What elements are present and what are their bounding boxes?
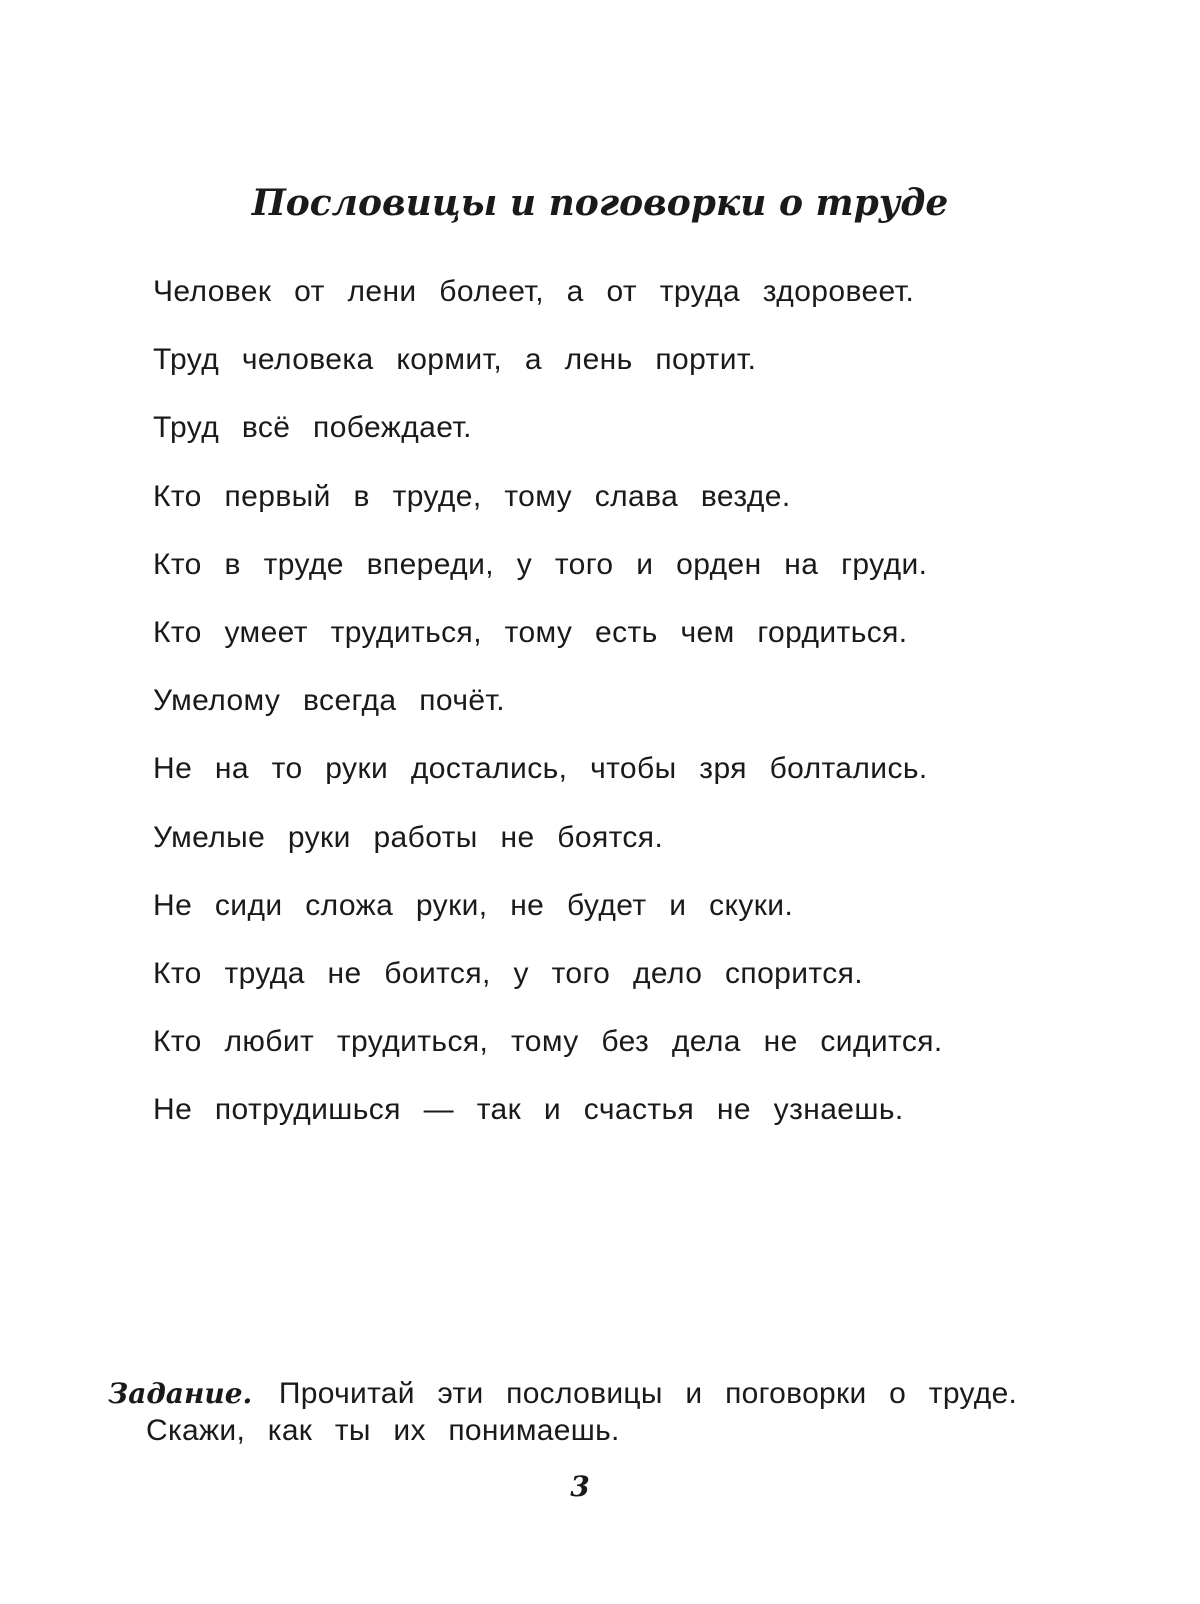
proverb-item: Труд человека кормит, а лень портит. bbox=[153, 343, 757, 377]
proverb-item: Умелые руки работы не боятся. bbox=[153, 820, 664, 854]
proverb-item: Кто в труде впереди, у того и орден на груди. bbox=[153, 547, 928, 581]
proverb-item: Не на то руки достались, чтобы зря болтались. bbox=[153, 752, 928, 786]
task-instruction: Прочитай эти пословицы и поговорки о труде. bbox=[278, 1377, 1018, 1410]
proverb-item: Кто любит трудиться, тому без дела не сидится. bbox=[153, 1025, 943, 1059]
proverb-item: Не потрудишься — так и счастья не узнаешь. bbox=[153, 1093, 904, 1127]
task-block bbox=[108, 1375, 1108, 1449]
proverb-item: Кто труда не боится, у того дело спорится. bbox=[153, 956, 863, 990]
page-number: 3 bbox=[570, 1470, 590, 1503]
page-title: Пословицы и поговорки о труде bbox=[251, 182, 949, 224]
task-label: Задание. bbox=[108, 1377, 253, 1410]
task-line-1 bbox=[108, 1375, 1108, 1412]
task-line-2: Скажи, как ты их понимаешь. bbox=[146, 1414, 620, 1447]
proverb-item: Труд всё побеждает. bbox=[153, 411, 472, 445]
proverb-item: Человек от лени болеет, а от труда здоровеет. bbox=[153, 275, 915, 308]
proverb-item: Кто первый в труде, тому слава везде. bbox=[153, 479, 791, 513]
proverb-list bbox=[153, 272, 943, 1158]
proverb-item: Не сиди сложа руки, не будет и скуки. bbox=[153, 888, 794, 922]
proverb-item: Умелому всегда почёт. bbox=[153, 684, 505, 718]
proverb-item: Кто умеет трудиться, тому есть чем гордиться. bbox=[153, 615, 908, 649]
